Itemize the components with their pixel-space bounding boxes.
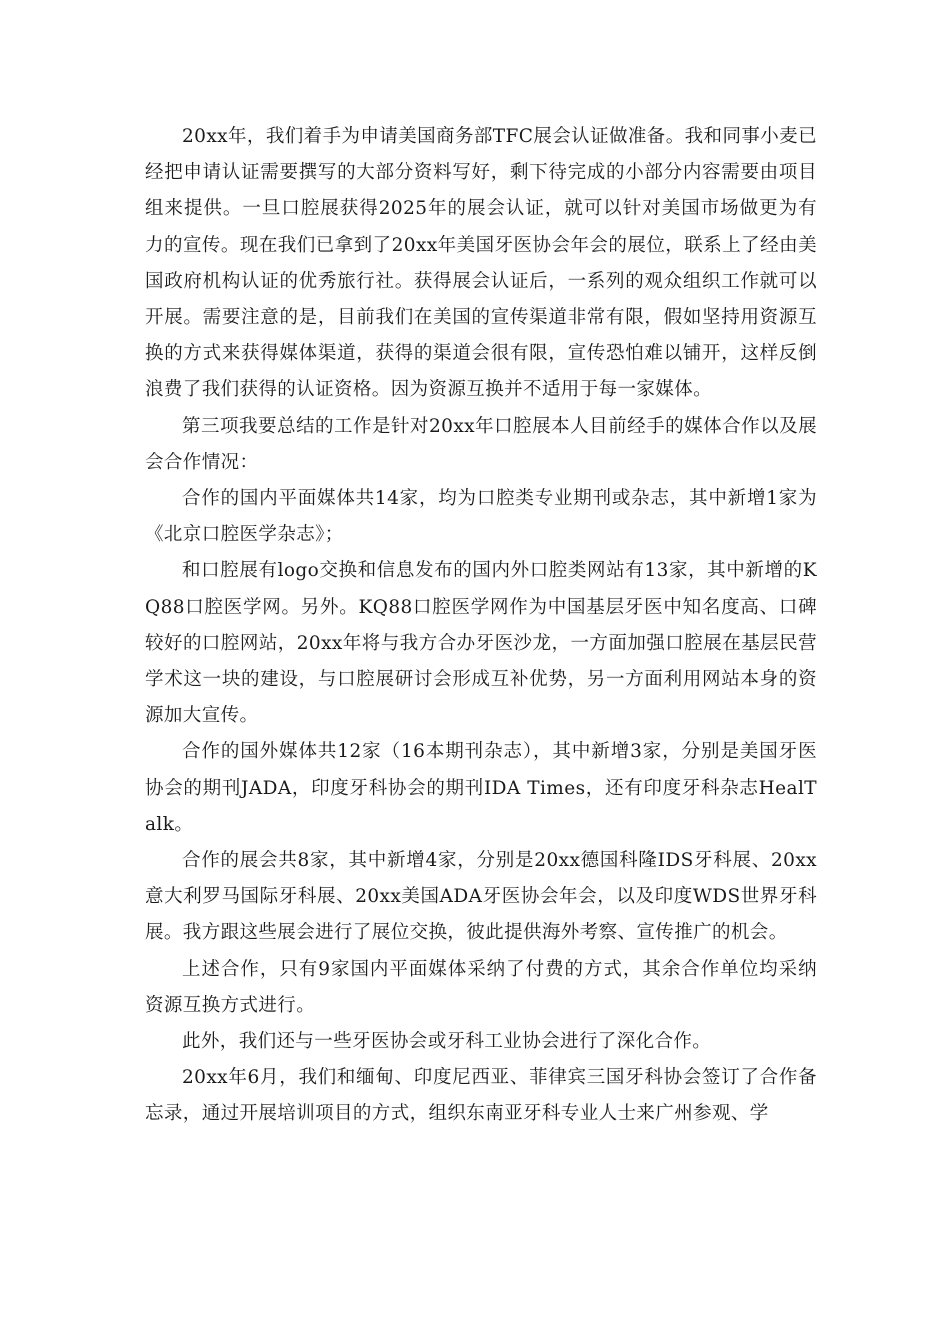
paragraph-payment-method: 上述合作，只有9家国内平面媒体采纳了付费的方式，其余合作单位均采纳资源互换方式进行。 [145,958,817,1016]
paragraph-exhibitions: 合作的展会共8家，其中新增4家，分别是20xx德国科隆IDS牙科展、20xx意大利罗马国际牙科展、20xx美国ADA牙医协会年会，以及印度WDS世界牙科展。我方跟这些展会进行了展位交换，彼此提供海外考察、宣传推广的机会。 [145,850,817,944]
paragraph-websites: 和口腔展有logo交换和信息发布的国内外口腔类网站有13家，其中新增的KQ88口腔医学网。另外。KQ88口腔医学网作为中国基层牙医中知名度高、口碑较好的口腔网站，20xx年将与我方合办牙医沙龙，一方面加强口腔展在基层民营学术这一块的建设，与口腔展研讨会形成互补优势，另一方面利用网站本身的资源加大宣传。 [145,560,817,727]
paragraph-associations: 此外，我们还与一些牙医协会或牙科工业协会进行了深化合作。 [182,1031,712,1053]
paragraph-tfc-certification: 20xx年，我们着手为申请美国商务部TFC展会认证做准备。我和同事小麦已经把申请认证需要撰写的大部分资料写好，剩下待完成的小部分内容需要由项目组来提供。一旦口腔展获得2025年的展会认证，就可以针对美国市场做更为有力的宣传。现在我们已拿到了20xx年美国牙医协会年会的展位，联系上了经由美国政府机构认证的优秀旅行社。获得展会认证后，一系列的观众组织工作就可以开展。需要注意的是，目前我们在美国的宣传渠道非常有限，假如坚持用资源互换的方式来获得媒体渠道，获得的渠道会很有限，宣传恐怕难以铺开，这样反倒浪费了我们获得的认证资格。因为资源互换并不适用于每一家媒体。 [145,126,817,401]
paragraph-foreign-media: 合作的国外媒体共12家（16本期刊杂志），其中新增3家，分别是美国牙医协会的期刊JADA，印度牙科协会的期刊IDA Times，还有印度牙科杂志HealTalk。 [145,741,817,835]
paragraph-domestic-print-media: 合作的国内平面媒体共14家，均为口腔类专业期刊或杂志，其中新增1家为《北京口腔医学杂志》； [145,488,817,546]
paragraph-third-item-summary: 第三项我要总结的工作是针对20xx年口腔展本人目前经手的媒体合作以及展会合作情况： [145,415,817,473]
document-body [145,119,817,1133]
paragraph-june-memorandum: 20xx年6月，我们和缅甸、印度尼西亚、菲律宾三国牙科协会签订了合作备忘录，通过开展培训项目的方式，组织东南亚牙科专业人士来广州参观、学 [145,1067,817,1125]
